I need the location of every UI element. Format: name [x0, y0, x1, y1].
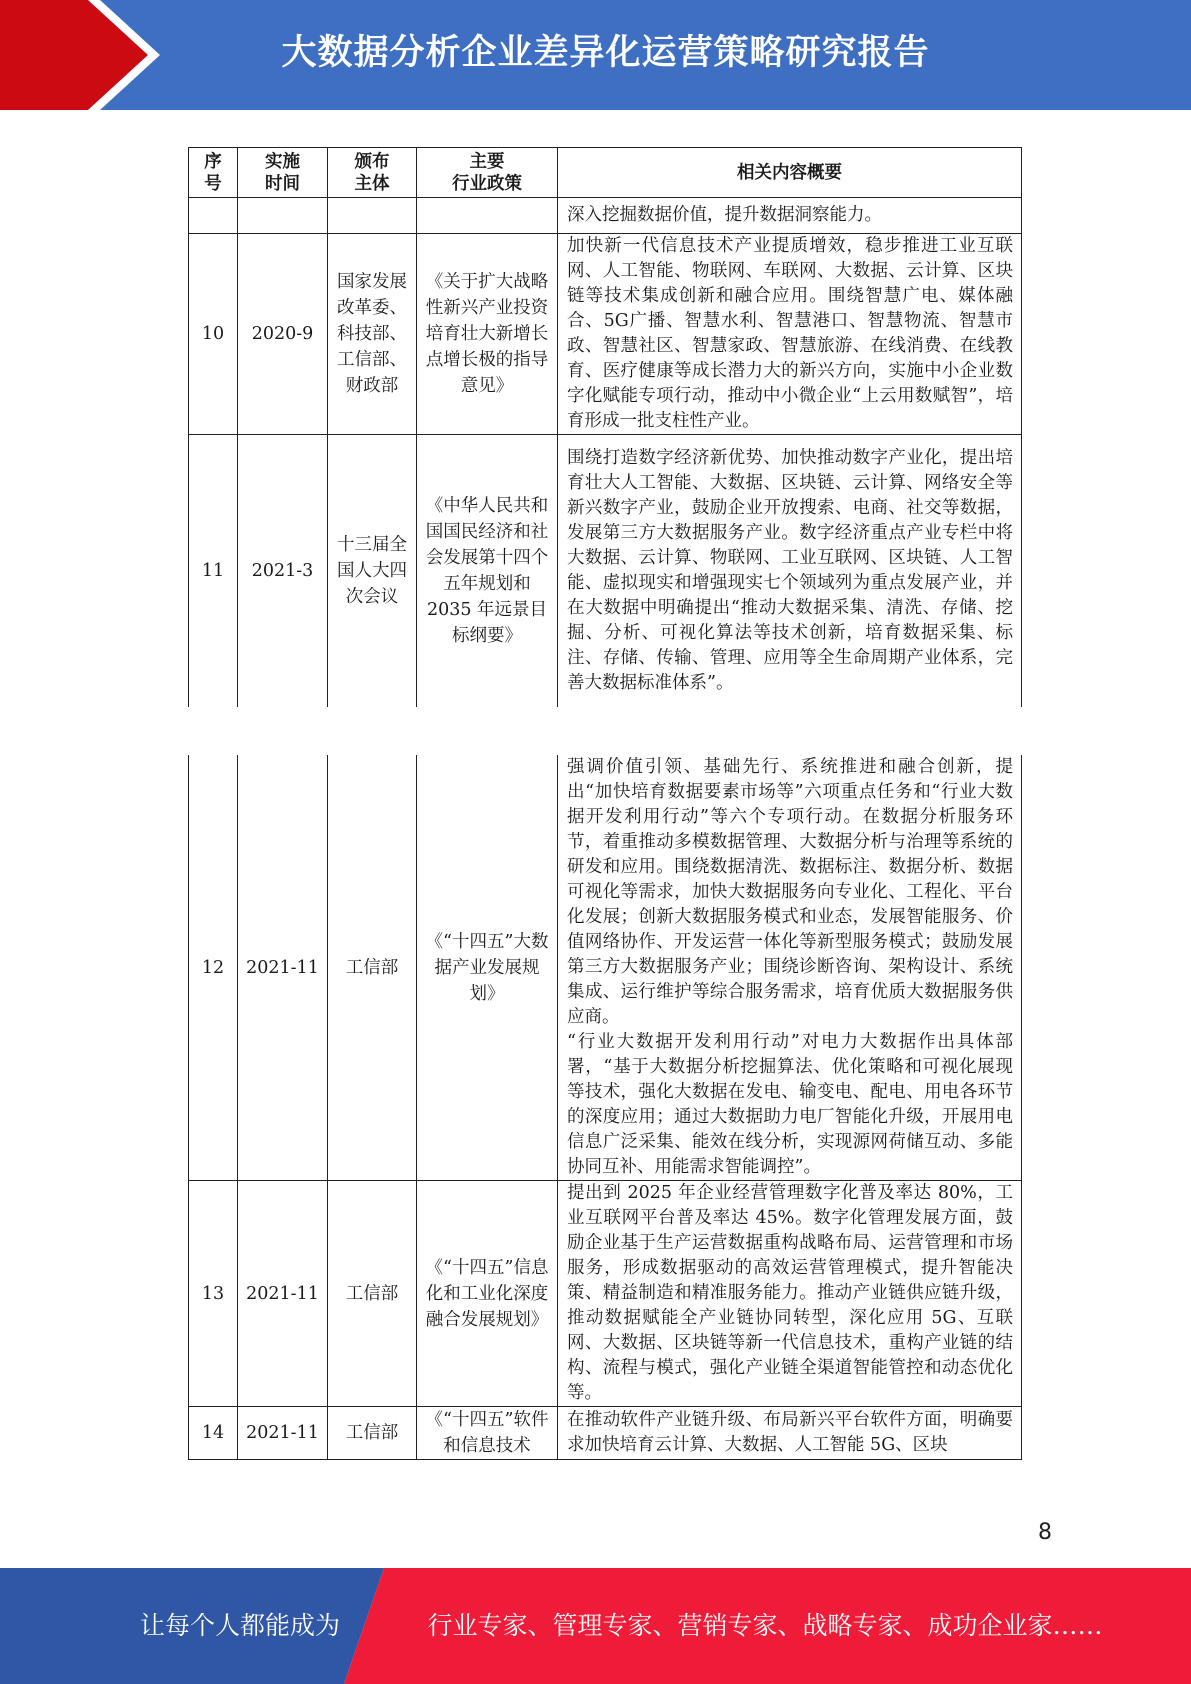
row-summary	[558, 755, 1022, 1181]
row-no: 10	[189, 234, 238, 435]
header-title: 大数据分析企业差异化运营策略研究报告	[281, 33, 930, 73]
table-row	[189, 755, 1022, 1181]
row-issuer: 工信部	[328, 755, 417, 1181]
row-policy: 《“十四五”大数据产业发展规划》	[417, 755, 558, 1181]
column-header-text: 实施 时间	[265, 151, 300, 194]
row-policy: 《中华人民共和国国民经济和社会发展第十四个五年规划和 2035 年远景目标纲要》	[417, 435, 558, 707]
row-issuer: 国家发展改革委、科技部、工信部、财政部	[328, 234, 417, 435]
column-header-summary: 相关内容概要	[558, 148, 1022, 198]
continued-summary: 深入挖掘数据价值，提升数据洞察能力。	[558, 198, 1022, 234]
row-summary: 在推动软件产业链升级、布局新兴平台软件方面，明确要求加快培育云计算、大数据、人工智能 5G、区块	[558, 1407, 1022, 1460]
row-date: 2021-11	[238, 1407, 328, 1460]
row-date: 2021-3	[238, 435, 328, 707]
column-header-policy	[417, 148, 558, 198]
row-issuer: 十三届全国人大四次会议	[328, 435, 417, 707]
row-summary-paragraph: “行业大数据开发利用行动”对电力大数据作出具体部署，“基于大数据分析挖掘算法、优化策略和可视化展现等技术，强化大数据在发电、输变电、配电、用电各环节的深度应用；通过大数据助力电厂智能化升级，开展用电信息广泛采集、能效在线分析，实现源网荷储互动、多能协同互补、用能需求智能调控”。	[567, 1032, 1013, 1177]
row-issuer: 工信部	[328, 1181, 417, 1407]
table-row	[189, 234, 1022, 435]
row-summary-paragraph: 强调价值引领、基础先行、系统推进和融合创新，提出“加快培育数据要素市场等”六项重点任务和“行业大数据开发利用行动”等六个专项行动。在数据分析服务环节，着重推动多模数据管理、大数据分析与治理等系统的研发和应用。围绕数据清洗、数据标注、数据分析、数据可视化等需求，加快大数据服务向专业化、工程化、平台化发展；创新大数据服务模式和业态，发展智能服务、价值网络协作、开发运营一体化等新型服务模式；鼓励发展第三方大数据服务产业；围绕诊断咨询、架构设计、系统集成、运行维护等综合服务需求，培育优质大数据服务供应商。	[567, 757, 1013, 1027]
row-date: 2021-11	[238, 755, 328, 1181]
table-header-row	[189, 148, 1022, 198]
table-row	[189, 1407, 1022, 1460]
column-header-date	[238, 148, 328, 198]
column-header-text: 主要 行业政策	[452, 151, 522, 194]
row-policy: 《“十四五”软件和信息技术	[417, 1407, 558, 1460]
table-row	[189, 1181, 1022, 1407]
row-no: 11	[189, 435, 238, 707]
row-summary: 围绕打造数字经济新优势、加快推动数字产业化，提出培育壮大人工智能、大数据、区块链、云计算、网络安全等新兴数字产业，鼓励企业开放搜索、电商、社交等数据，发展第三方大数据服务产业。数字经济重点产业专栏中将大数据、云计算、物联网、工业互联网、区块链、人工智能、虚拟现实和增强现实七个领域列为重点发展产业，并在大数据中明确提出“推动大数据采集、清洗、存储、挖掘、分析、可视化算法等技术创新，培育数据采集、标注、存储、传输、管理、应用等全生命周期产业体系，完善大数据标准体系”。	[558, 435, 1022, 707]
table-row	[189, 435, 1022, 707]
policy-table-part-1	[188, 147, 1022, 707]
row-date: 2020-9	[238, 234, 328, 435]
footer-slogan-left: 让每个人都能成为	[139, 1611, 340, 1640]
column-header-text: 序 号	[204, 151, 222, 194]
row-date: 2021-11	[238, 1181, 328, 1407]
page-header	[0, 0, 1191, 110]
page-number: 8	[1038, 1520, 1052, 1545]
row-no: 13	[189, 1181, 238, 1407]
row-policy: 《关于扩大战略性新兴产业投资培育壮大新增长点增长极的指导意见》	[417, 234, 558, 435]
row-summary: 提出到 2025 年企业经营管理数字化普及率达 80%，工业互联网平台普及率达 45%。数字化管理发展方面，鼓励企业基于生产运营数据重构战略布局、运营管理和市场服务，形成数据驱动的高效运营管理模式，提升智能决策、精益制造和精准服务能力。推动产业链供应链升级，推动数据赋能全产业链协同转型，深化应用 5G、互联网、大数据、区块链等新一代信息技术，重构产业链的结构、流程与模式，强化产业链全渠道智能管控和动态优化等。	[558, 1181, 1022, 1407]
row-summary: 加快新一代信息技术产业提质增效，稳步推进工业互联网、人工智能、物联网、车联网、大数据、云计算、区块链等技术集成创新和融合应用。围绕智慧广电、媒体融合、5G广播、智慧水利、智慧港口、智慧物流、智慧市政、智慧社区、智慧家政、智慧旅游、在线消费、在线教育、医疗健康等成长潜力大的新兴方向，实施中小企业数字化赋能专项行动，推动中小微企业“上云用数赋智”，培育形成一批支柱性产业。	[558, 234, 1022, 435]
page-footer	[0, 1568, 1191, 1684]
table-row	[189, 198, 1022, 234]
footer-slogan-right: 行业专家、管理专家、营销专家、战略专家、成功企业家……	[427, 1611, 1103, 1640]
row-policy: 《“十四五”信息化和工业化深度融合发展规划》	[417, 1181, 558, 1407]
row-no: 14	[189, 1407, 238, 1460]
column-header-issuer	[328, 148, 417, 198]
policy-table-part-2	[188, 755, 1022, 1460]
column-header-no	[189, 148, 238, 198]
column-header-text: 颁布 主体	[354, 151, 390, 194]
row-issuer: 工信部	[328, 1407, 417, 1460]
row-no: 12	[189, 755, 238, 1181]
